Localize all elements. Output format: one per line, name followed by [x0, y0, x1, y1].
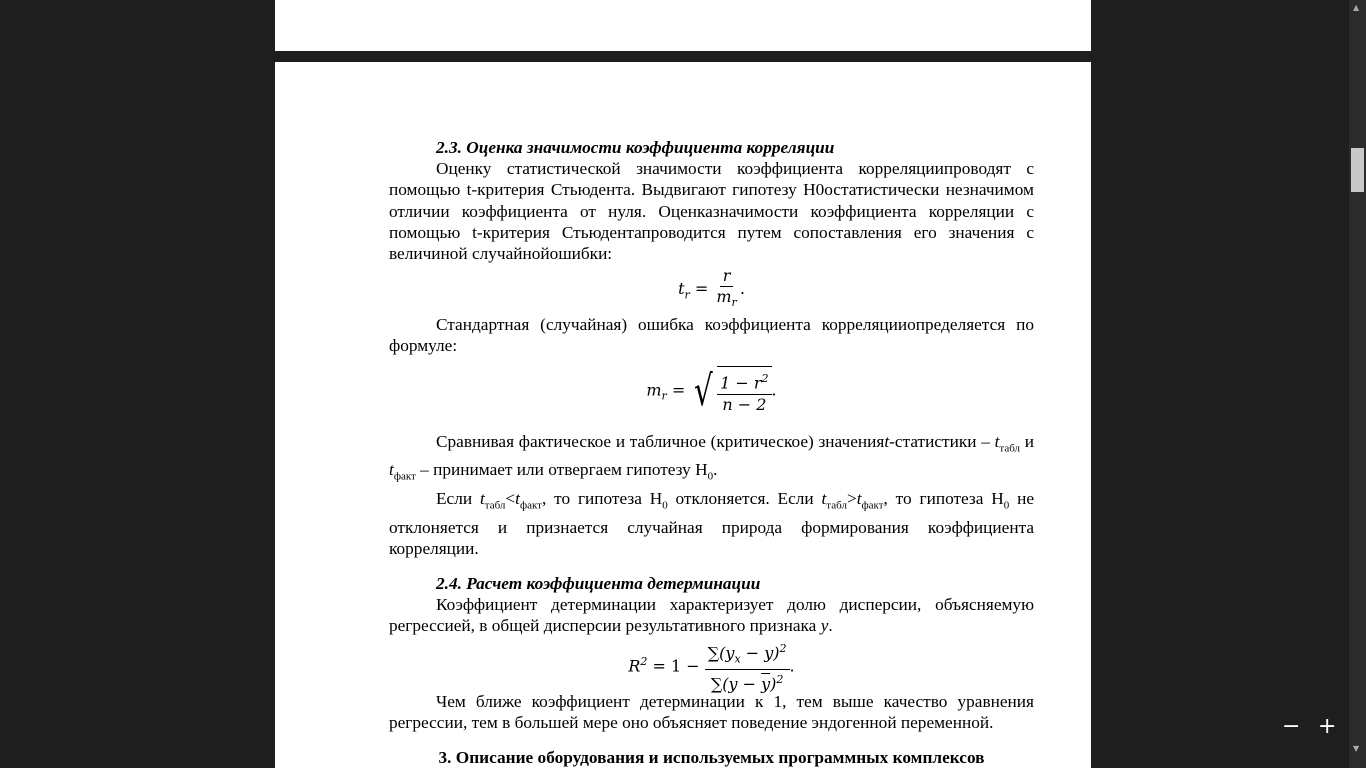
paragraph-hypothesis: Если $t_{табл}<t_{факт}$, то гипотеза $H_0$ отклоняется. Если $t_{табл}>t_{факт}$, то гипотеза $H_0$ не отклоняется и признается случайная природа формирования коэффициента корреляции. — [389, 488, 1034, 558]
previous-page — [275, 0, 1091, 51]
page-content — [389, 137, 1034, 768]
scroll-up-icon[interactable]: ▲ — [1353, 3, 1360, 12]
square-root: √ $\frac{1 - r^2}{n - 2}$ — [690, 363, 771, 419]
document-page — [275, 62, 1091, 768]
zoom-out-button[interactable]: − — [1282, 714, 1301, 739]
zoom-in-button[interactable]: + — [1318, 714, 1337, 739]
section-heading-2-3: 2.3. Оценка значимости коэффициента корреляции — [436, 138, 835, 157]
chapter-heading-3: 3. Описание оборудования и используемых программных комплексов — [438, 748, 985, 768]
paragraph-standard-error: Стандартная (случайная) ошибка коэффициента корреляцииопределяется по формуле: — [389, 315, 1034, 356]
paragraph-quality: Чем ближе коэффициент детерминации к 1, тем выше качество уравнения регрессии, тем в большей мере оно объясняет поведение эндогенной переменной. — [389, 691, 1034, 732]
formula-r-squared: $R^2 = 1$ − $\frac{\sum(y_x - y)^2}{\sum(y - \overline{y})^2}$ . — [389, 639, 1034, 685]
scroll-down-icon[interactable]: ▼ — [1353, 744, 1360, 753]
formula-m-r: $m_r$ = √ $\frac{1 - r^2}{n - 2}$ . — [389, 363, 1034, 427]
paragraph-compare: Сравнивая фактическое и табличное (критическое) значенияt-статистики – $t_{табл}$ и $t_{факт}$ – принимает или отвергаем гипотезу $H_0$. — [389, 431, 1034, 483]
paragraph-determination: Коэффициент детерминации характеризует долю дисперсии, объясняемую регрессией, в общей дисперсии результативного признака y. — [389, 595, 1034, 636]
section-heading-2-4: 2.4. Расчет коэффициента детерминации — [436, 574, 761, 593]
scroll-thumb[interactable] — [1351, 148, 1364, 192]
fraction-determination: $\frac{\sum(y_x - y)^2}{\sum(y - \overline{y})^2}$ — [705, 639, 790, 695]
vertical-scrollbar[interactable] — [1349, 0, 1366, 768]
fraction-r-over-mr: $\frac{r}{m_r}$ — [716, 266, 737, 310]
paragraph-t-test: Оценку статистической значимости коэффициента корреляциипроводят с помощью t-критерия Стьюдента. Выдвигают гипотезу H0остатистически незначимом отличии коэффициента от нуля. Оценказначимости коэффициента корреляции с помощью t-критерия Стьюдентапроводится путем сопоставления его значения с величиной случайнойошибки: — [389, 159, 1034, 264]
formula-t-r: $t_r$ = $\frac{r}{m_r}$ . — [389, 266, 1034, 308]
